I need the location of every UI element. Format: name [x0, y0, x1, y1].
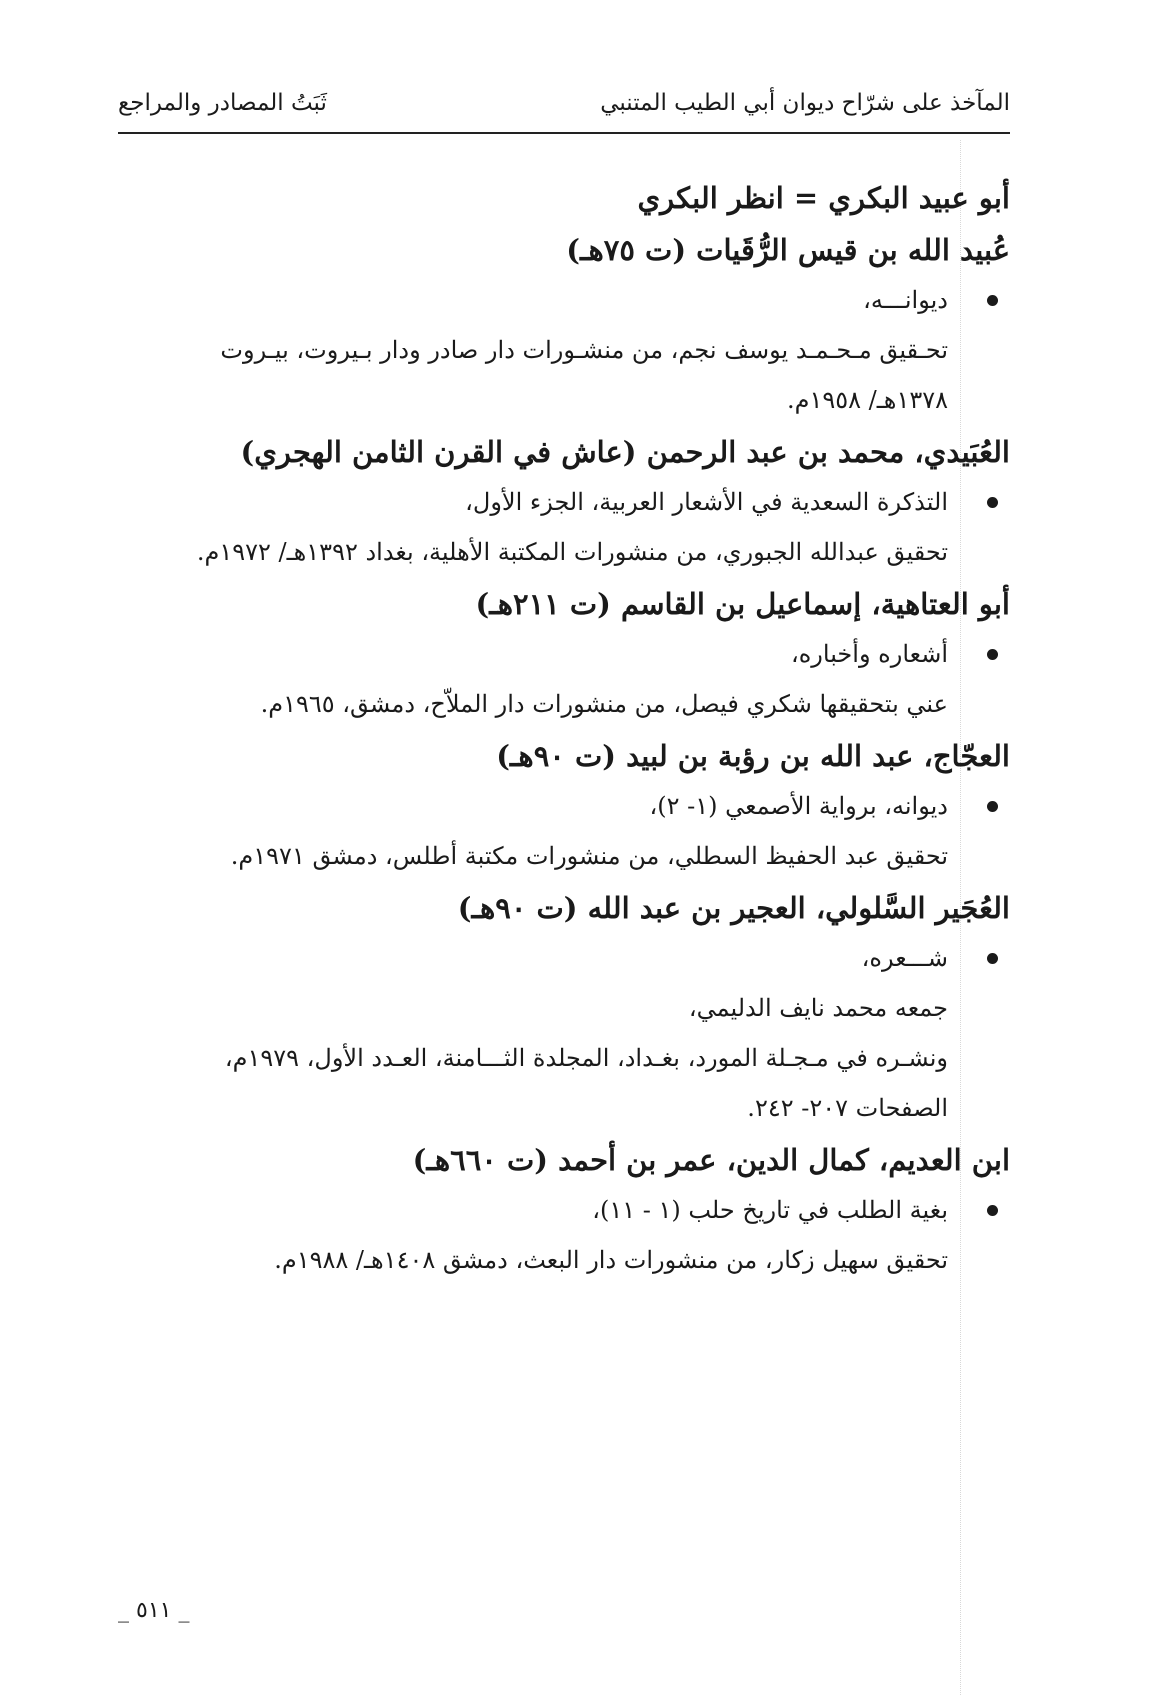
entry-detail: تحقيق سهيل زكار، من منشورات دار البعث، دمشق ١٤٠٨هـ/ ١٩٨٨م. — [274, 1246, 948, 1274]
entry-detail: الصفحات ٢٠٧- ٢٤٢. — [747, 1094, 948, 1122]
entry-work — [118, 1192, 1010, 1228]
entry-work — [118, 636, 1010, 672]
entry-work — [118, 788, 1010, 824]
entry-heading: العُجَير السَّلولي، العجير بن عبد الله (ت ٩٠هـ) — [457, 891, 1010, 925]
work-title: التذكرة السعدية في الأشعار العربية، الجزء الأول، — [465, 488, 948, 516]
header-rule — [118, 132, 1010, 134]
bullet-icon — [987, 649, 998, 660]
entry-detail: ١٣٧٨هـ/ ١٩٥٨م. — [786, 386, 948, 414]
bullet-icon — [987, 295, 998, 306]
page-number: _ ٥١١ _ — [118, 1598, 190, 1623]
entry-heading: ابن العديم، كمال الدين، عمر بن أحمد (ت ٦٦٠هـ) — [412, 1143, 1010, 1177]
entry-detail: عني بتحقيقها شكري فيصل، من منشورات دار الملاّح، دمشق، ١٩٦٥م. — [260, 690, 948, 718]
entry-detail: تحـقيق مـحـمـد يوسف نجم، من منشـورات دار صادر ودار بـيروت، بيـروت — [220, 336, 948, 364]
bullet-icon — [987, 801, 998, 812]
entry-heading: أبو العتاهية، إسماعيل بن القاسم (ت ٢١١هـ) — [475, 587, 1010, 621]
bullet-icon — [987, 953, 998, 964]
bullet-icon — [987, 497, 998, 508]
work-title: بغية الطلب في تاريخ حلب (١ - ١١)، — [592, 1196, 948, 1224]
entry-work — [118, 282, 1010, 318]
section-title: ثَبَتُ المصادر والمراجع — [118, 90, 327, 116]
running-header — [118, 88, 1010, 128]
bibliography-content — [118, 178, 1010, 1292]
entry-heading: العجّاج، عبد الله بن رؤبة بن لبيد (ت ٩٠هـ) — [496, 739, 1010, 773]
entry-heading: العُبَيدي، محمد بن عبد الرحمن (عاش في القرن الثامن الهجري) — [240, 435, 1010, 469]
entry-detail: تحقيق عبد الحفيظ السطلي، من منشورات مكتبة أطلس، دمشق ١٩٧١م. — [230, 842, 948, 870]
entry-heading: عُبيد الله بن قيس الرُّقَيات (ت ٧٥هـ) — [566, 233, 1010, 267]
entry-detail: تحقيق عبدالله الجبوري، من منشورات المكتبة الأهلية، بغداد ١٣٩٢هـ/ ١٩٧٢م. — [196, 538, 948, 566]
work-title: ديوانه، برواية الأصمعي (١- ٢)، — [649, 792, 948, 820]
work-title: ديوانـــه، — [863, 286, 948, 314]
entry-detail: ونشـره في مـجـلة المورد، بغـداد، المجلدة الثـــامنة، العـدد الأول، ١٩٧٩م، — [224, 1044, 948, 1072]
book-title: المآخذ على شرّاح ديوان أبي الطيب المتنبي — [600, 90, 1010, 116]
work-title: شـــعره، — [861, 944, 948, 972]
entry-work — [118, 940, 1010, 976]
bullet-icon — [987, 1205, 998, 1216]
work-title: أشعاره وأخباره، — [790, 640, 948, 668]
entry-work — [118, 484, 1010, 520]
entry-heading: أبو عبيد البكري = انظر البكري — [637, 181, 1010, 215]
entry-detail: جمعه محمد نايف الدليمي، — [688, 994, 948, 1022]
